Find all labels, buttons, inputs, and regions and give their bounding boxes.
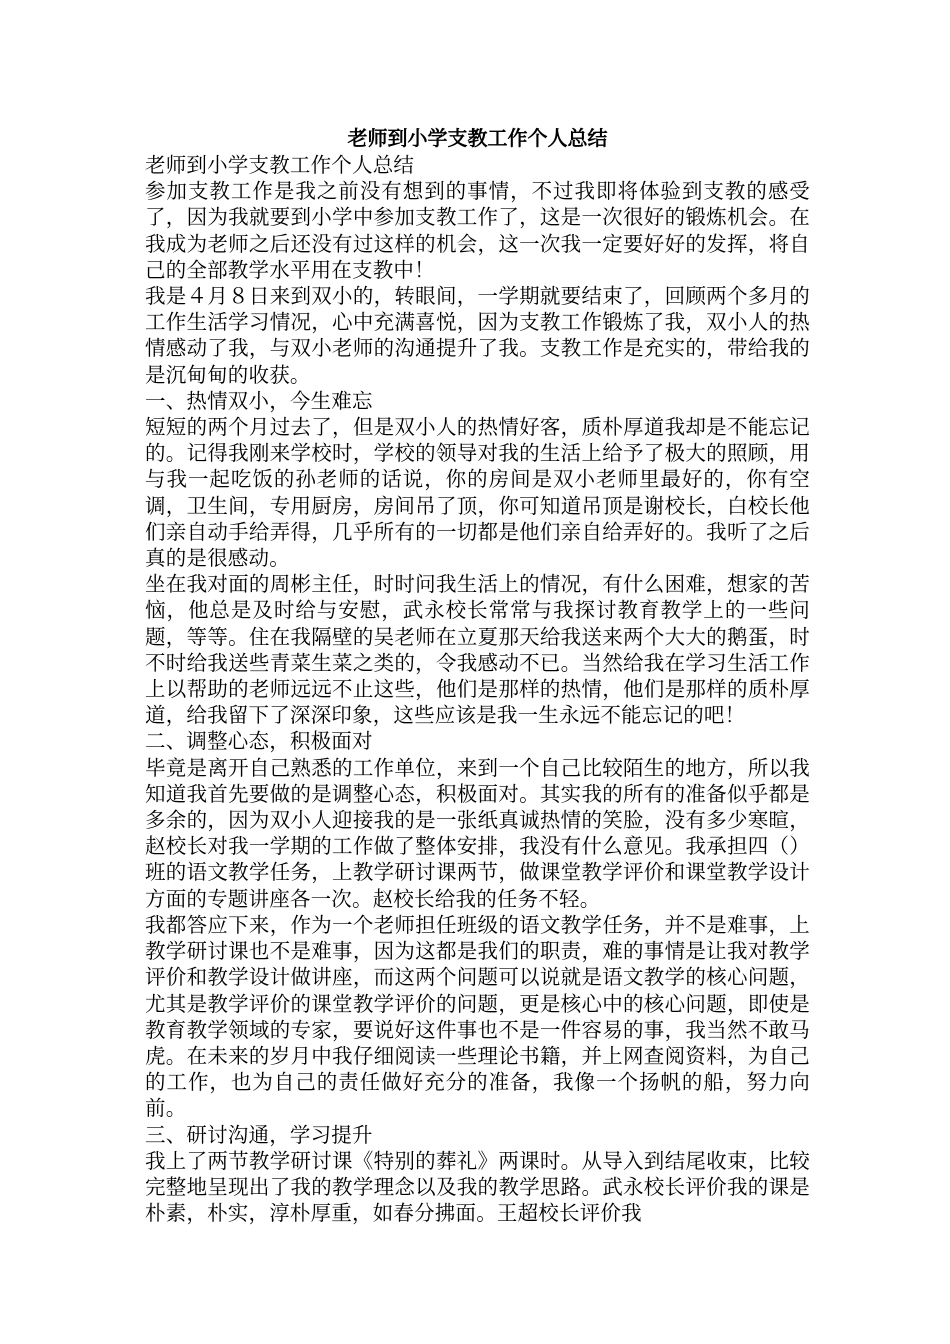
document-title: 老师到小学支教工作个人总结	[347, 126, 608, 150]
paragraph: 短短的两个月过去了，但是双小人的热情好客，质朴厚道我却是不能忘记的。记得我刚来学校时，学校的领导对我的生活上给予了极大的照顾，用与我一起吃饭的孙老师的话说，你的房间是双小老师里最好的，你有空调，卫生间，专用厨房，房间吊了顶，你可知道吊顶是谢校长，白校长他们亲自动手给弄得，几乎所有的一切都是他们亲自给弄好的。我听了之后真的是很感动。	[145, 415, 810, 571]
paragraph: 我都答应下来，作为一个老师担任班级的语文教学任务，并不是难事，上教学研讨课也不是难事，因为这都是我们的职责，难的事情是让我对教学评价和教学设计做讲座，而这两个问题可以说就是语文教学的核心问题，尤其是教学评价的课堂教学评价的问题，更是核心中的核心问题，即使是教育教学领域的专家，要说好这件事也不是一件容易的事，我当然不敢马虎。在未来的岁月中我仔细阅读一些理论书籍，并上网查阅资料，为自己的工作，也为自己的责任做好充分的准备，我像一个扬帆的船，努力向前。	[145, 912, 810, 1121]
document-page	[145, 124, 810, 1226]
document-body	[145, 152, 810, 1226]
section-heading: 一、热情双小，今生难忘	[145, 388, 373, 413]
paragraph: 毕竟是离开自己熟悉的工作单位，来到一个自己比较陌生的地方，所以我知道我首先要做的是调整心态，积极面对。其实我的所有的准备似乎都是多余的，因为双小人迎接我的是一张纸真诚热情的笑脸，没有多少寒暄，赵校长对我一学期的工作做了整体安排，我没有什么意见。我承担四（）班的语文教学任务，上教学研讨课两节，做课堂教学评价和课堂教学设计方面的专题讲座各一次。赵校长给我的任务不轻。	[145, 755, 810, 911]
paragraph: 我上了两节教学研讨课《特别的葬礼》两课时。从导入到结尾收束，比较完整地呈现出了我的教学理念以及我的教学思路。武永校长评价我的课是朴素，朴实，淳朴厚重，如春分拂面。王超校长评价我	[145, 1148, 810, 1226]
section-heading: 二、调整心态，积极面对	[145, 729, 373, 754]
paragraph: 坐在我对面的周彬主任，时时问我生活上的情况，有什么困难，想家的苦恼，他总是及时给与安慰，武永校长常常与我探讨教育教学上的一些问题，等等。住在我隔壁的吴老师在立夏那天给我送来两个大大的鹅蛋，时不时给我送些青菜生菜之类的，令我感动不已。当然给我在学习生活工作上以帮助的老师远远不止这些，他们是那样的热情，他们是那样的质朴厚道，给我留下了深深印象，这些应该是我一生永远不能忘记的吧！	[145, 572, 810, 728]
section-heading: 三、研讨沟通，学习提升	[145, 1122, 373, 1147]
paragraph: 参加支教工作是我之前没有想到的事情，不过我即将体验到支教的感受了，因为我就要到小学中参加支教工作了，这是一次很好的锻炼机会。在我成为老师之后还没有过这样的机会，这一次我一定要好好的发挥，将自己的全部教学水平用在支教中！	[145, 179, 810, 282]
paragraph: 我是４月８日来到双小的，转眼间，一学期就要结束了，回顾两个多月的工作生活学习情况，心中充满喜悦，因为支教工作锻炼了我，双小人的热情感动了我，与双小老师的沟通提升了我。支教工作是充实的，带给我的是沉甸甸的收获。	[145, 284, 810, 387]
paragraph-subtitle: 老师到小学支教工作个人总结	[145, 153, 415, 177]
